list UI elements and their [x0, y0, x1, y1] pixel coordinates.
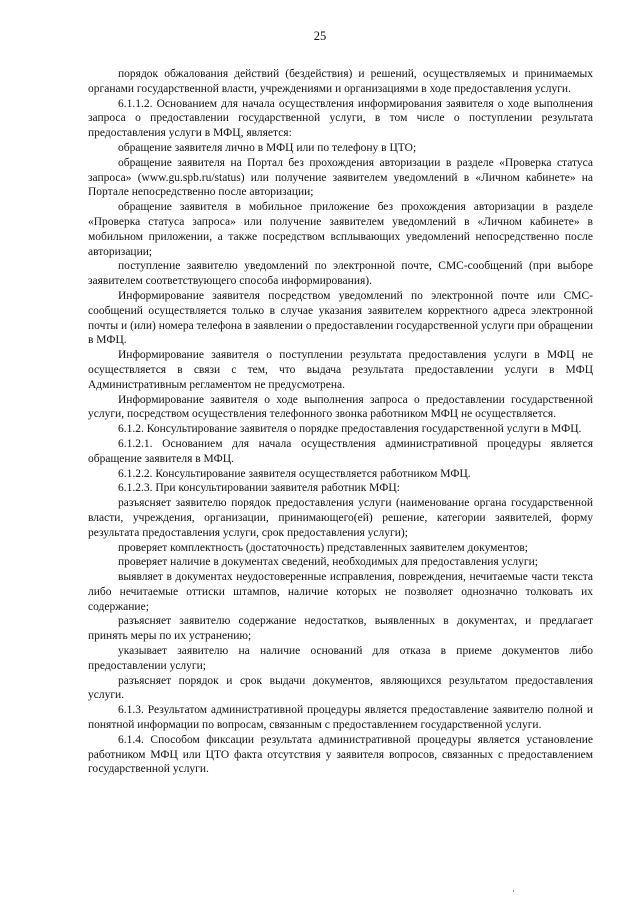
paragraph: выявляет в документах неудостоверенные исправления, повреждения, нечитаемые части текста либо нечитаемые оттиски штампов, наличие которых не позволяет однозначно толковать их содержание;	[88, 571, 593, 613]
paragraph: разъясняет заявителю содержание недостатков, выявленных в документах, и предлагает принять меры по их устранению;	[88, 615, 593, 643]
paragraph: обращение заявителя лично в МФЦ или по телефону в ЦТО;	[118, 141, 417, 154]
paragraph: 6.1.2.3. При консультировании заявителя работник МФЦ:	[118, 482, 400, 495]
paragraph: 6.1.2.2. Консультирование заявителя осуществляется работником МФЦ.	[118, 467, 471, 480]
paragraph: проверяет наличие в документах сведений, необходимых для предоставления услуги;	[118, 556, 538, 569]
paragraph: Информирование заявителя о ходе выполнения запроса о предоставлении государственной услуги, посредством осуществления телефонного звонка работником МФЦ не осуществляется.	[88, 393, 593, 421]
paragraph: 6.1.3. Результатом административной процедуры является предоставление заявителю полной и понятной информации по вопросам, связанным с предоставлением государственной услуги.	[88, 704, 593, 732]
page-number: 25	[313, 29, 327, 43]
paragraph: порядок обжалования действий (бездействия) и решений, осуществляемых и принимаемых органами государственной власти, учреждениями и организациями в ходе предоставления услуги.	[88, 68, 593, 95]
paragraph: 6.1.4. Способом фиксации результата административной процедуры является установление работником МФЦ или ЦТО факта отсутствия у заявителя вопросов, связанных с предоставлением государственной услуги.	[88, 733, 593, 776]
paragraph: 6.1.2.1. Основанием для начала осуществления административной процедуры является обращение заявителя в МФЦ.	[88, 437, 593, 465]
paragraph: 6.1.1.2. Основанием для начала осуществления информирования заявителя о ходе выполнения запроса о предоставлении государственной услуги, в том числе о поступлении результата предоставления услуги в МФЦ, является:	[88, 97, 593, 140]
paragraph: Информирование заявителя о поступлении результата предоставления услуги в МФЦ не осуществляется в связи с тем, что выдача результата предоставлении услуги в МФЦ Административным регламентом не предусмотрена.	[88, 349, 593, 391]
paragraph: разъясняет порядок и срок выдачи документов, являющихся результатом предоставления услуги.	[88, 674, 593, 702]
scan-artifact-dot: ·	[512, 886, 515, 896]
paragraph: проверяет комплектность (достаточность) представленных заявителем документов;	[118, 541, 528, 554]
document-body	[88, 67, 593, 777]
paragraph: разъясняет заявителю порядок предоставления услуги (наименование органа государственной власти, учреждения, организации, принимающего(ей) решение, категории заявителей, форму результата предоставления услуги, срок предоставления услуги);	[88, 497, 593, 539]
paragraph: указывает заявителю на наличие оснований для отказа в приеме документов либо предоставлении услуги;	[88, 645, 593, 672]
paragraph: Информирование заявителя посредством уведомлений по электронной почте или СМС-сообщений осуществляется только в случае указания заявителем корректного адреса электронной почты и (или) номера телефона в заявлении о предоставлении государственной услуги при обращении в МФЦ.	[88, 289, 593, 347]
paragraph: обращение заявителя на Портал без прохождения авторизации в разделе «Проверка статуса запроса» (www.gu.spb.ru/status) или получение заявителем уведомлений в «Личном кабинете» на Портале непосредственно после авторизации;	[88, 156, 593, 199]
paragraph: поступление заявителю уведомлений по электронной почте, СМС-сообщений (при выборе заявителем соответствующего способа информирования).	[88, 260, 593, 288]
paragraph: обращение заявителя в мобильное приложение без прохождения авторизации в разделе «Проверка статуса запроса» или получение заявителем уведомлений в «Личном кабинете» в мобильном приложении, а также посредством всплывающих уведомлений непосредственно после авторизации;	[88, 201, 593, 258]
paragraph: 6.1.2. Консультирование заявителя о порядке предоставления государственной услуги в МФЦ.	[118, 423, 582, 436]
